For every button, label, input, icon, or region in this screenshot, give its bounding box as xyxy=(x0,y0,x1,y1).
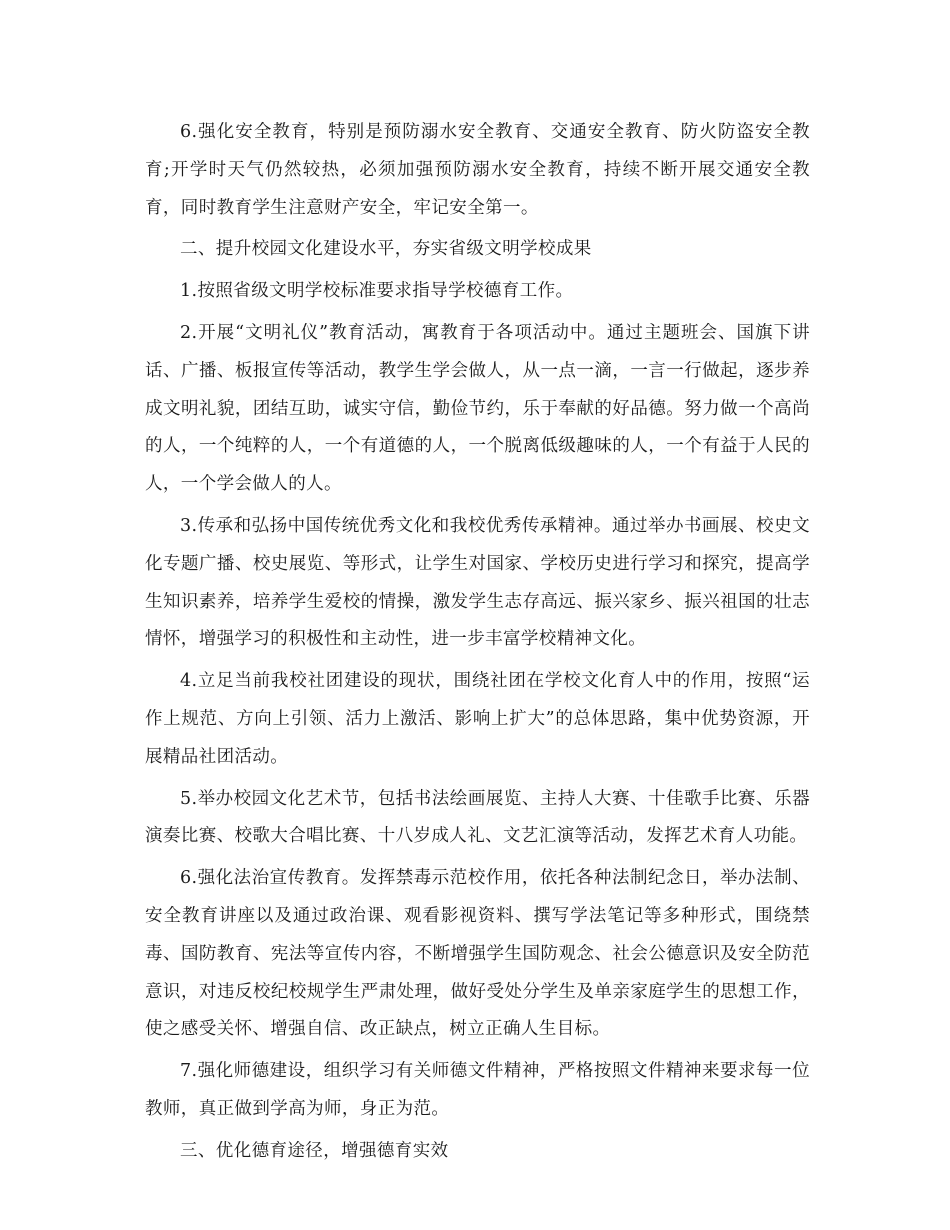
paragraph-student-clubs: 4.立足当前我校社团建设的现状，围绕社团在学校文化育人中的作用，按照“运作上规范、方向上引领、活力上激活、影响上扩大”的总体思路，集中优势资源，开展精品社团活动。 xyxy=(145,671,810,767)
paragraph-arts-festival: 5.举办校园文化艺术节，包括书法绘画展览、主持人大赛、十佳歌手比赛、乐器演奏比赛、校歌大合唱比赛、十八岁成人礼、文艺汇演等活动，发挥艺术育人功能。 xyxy=(145,788,810,847)
paragraph-traditional-culture: 3.传承和弘扬中国传统优秀文化和我校优秀传承精神。通过举办书画展、校史文化专题广播、校史展览、等形式，让学生对国家、学校历史进行学习和探究，提高学生知识素养，培养学生爱校的情操，激发学生志存高远、振兴家乡、振兴祖国的壮志情怀，增强学习的积极性和主动性，进一步丰富学校精神文化。 xyxy=(145,515,810,650)
paragraph-legal-education: 6.强化法治宣传教育。发挥禁毒示范校作用，依托各种法制纪念日，举办法制、安全教育讲座以及通过政治课、观看影视资料、撰写学法笔记等多种形式，围绕禁毒、国防教育、宪法等宣传内容，不断增强学生国防观念、社会公德意识及安全防范意识，对违反校纪校规学生严肃处理，做好受处分学生及单亲家庭学生的思想工作，使之感受关怀、增强自信、改正缺点，树立正确人生目标。 xyxy=(145,868,810,1040)
section-heading-campus-culture: 二、提升校园文化建设水平，夯实省级文明学校成果 xyxy=(180,239,592,260)
paragraph-etiquette-education: 2.开展“文明礼仪”教育活动，寓教育于各项活动中。通过主题班会、国旗下讲话、广播、板报宣传等活动，教学生学会做人，从一点一滴，一言一行做起，逐步养成文明礼貌，团结互助，诚实守信，勤俭节约，乐于奉献的好品德。努力做一个高尚的人，一个纯粹的人，一个有道德的人，一个脱离低级趣味的人，一个有益于人民的人，一个学会做人的人。 xyxy=(145,322,810,495)
section-heading-moral-education: 三、优化德育途径，增强德育实效 xyxy=(180,1140,449,1161)
document-body xyxy=(145,114,810,1175)
paragraph-safety-education: 6.强化安全教育，特别是预防溺水安全教育、交通安全教育、防火防盗安全教育;开学时天气仍然较热，必须加强预防溺水安全教育，持续不断开展交通安全教育，同时教育学生注意财产安全，牢记安全第一。 xyxy=(145,122,810,218)
paragraph-civilized-school-standard: 1.按照省级文明学校标准要求指导学校德育工作。 xyxy=(180,281,574,302)
paragraph-teacher-ethics: 7.强化师德建设，组织学习有关师德文件精神，严格按照文件精神来要求每一位教师，真正做到学高为师，身正为范。 xyxy=(145,1061,810,1119)
